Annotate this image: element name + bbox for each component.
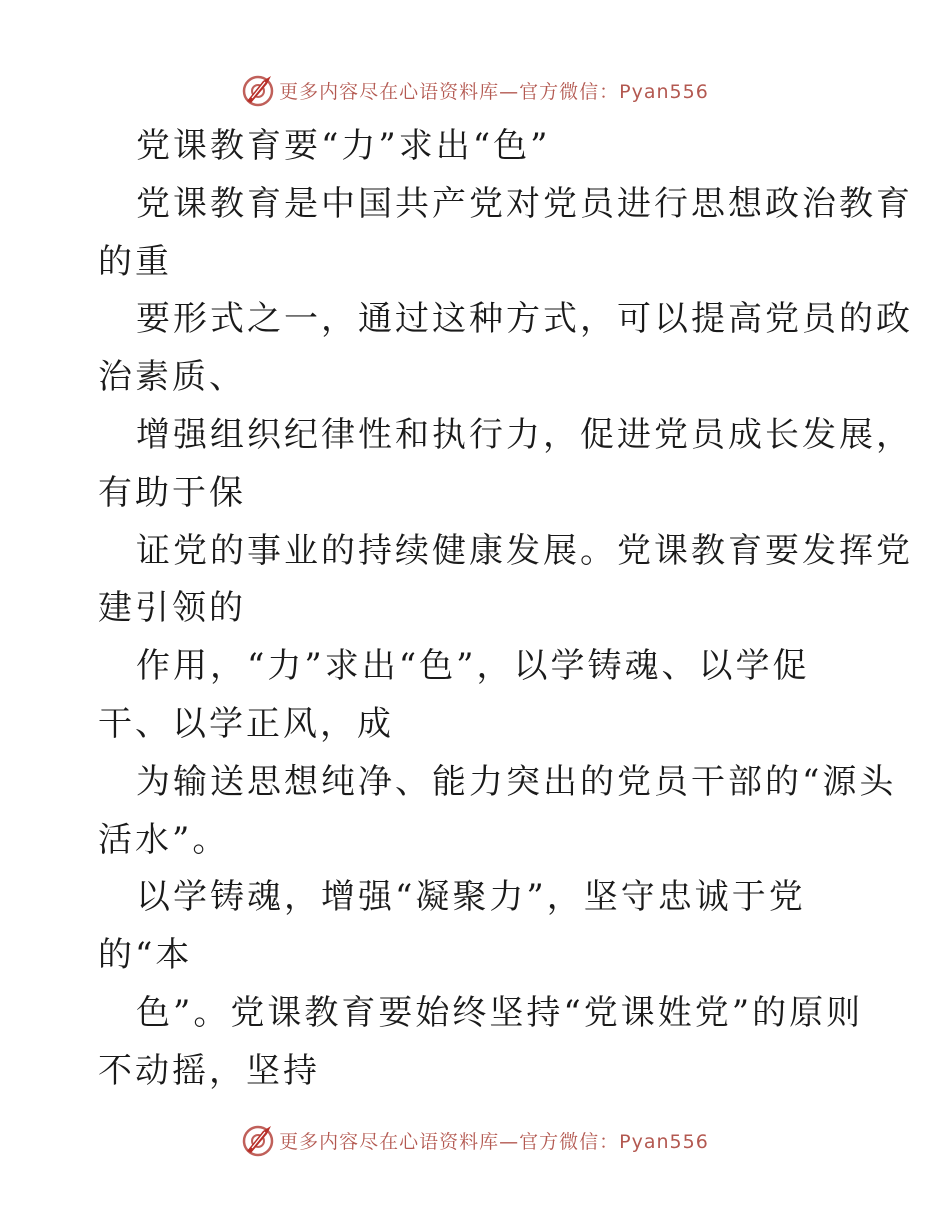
watermark-banner-bottom <box>0 1120 950 1160</box>
document-line: 色”。党课教育要始终坚持“党课姓党”的原则 <box>136 992 864 1033</box>
document-line: 为输送思想纯净、能力突出的党员干部的“源头 <box>136 761 897 802</box>
document-line: 建引领的 <box>98 588 246 629</box>
document-line: 的重 <box>98 241 172 282</box>
document-line: 证党的事业的持续健康发展。党课教育要发挥党 <box>136 530 913 571</box>
document-line: 不动摇，坚持 <box>98 1050 320 1091</box>
document-line: 治素质、 <box>98 357 246 398</box>
document-line: 增强组织纪律性和执行力，促进党员成长发展， <box>136 414 913 455</box>
document-body <box>0 118 950 1101</box>
document-line: 党课教育要“力”求出“色” <box>136 126 551 166</box>
quill-pen-logo-icon <box>241 1123 275 1157</box>
document-line: 干、以学正风，成 <box>98 703 394 744</box>
document-line: 作用，“力”求出“色”，以学铸魂、以学促 <box>136 646 810 687</box>
document-line: 要形式之一，通过这种方式，可以提高党员的政 <box>136 299 913 340</box>
document-line: 有助于保 <box>98 472 246 513</box>
document-line: 活水”。 <box>98 819 230 860</box>
document-line: 党课教育是中国共产党对党员进行思想政治教育 <box>136 183 913 224</box>
document-line: 以学铸魂，增强“凝聚力”，坚守忠诚于党 <box>136 877 806 918</box>
document-line: 的“本 <box>98 935 193 976</box>
watermark-text: 更多内容尽在心语资料库—官方微信：Pyan556 <box>279 1130 709 1153</box>
quill-pen-logo-icon <box>241 73 275 107</box>
watermark-banner-top <box>0 70 950 110</box>
watermark-text: 更多内容尽在心语资料库—官方微信：Pyan556 <box>279 80 709 103</box>
